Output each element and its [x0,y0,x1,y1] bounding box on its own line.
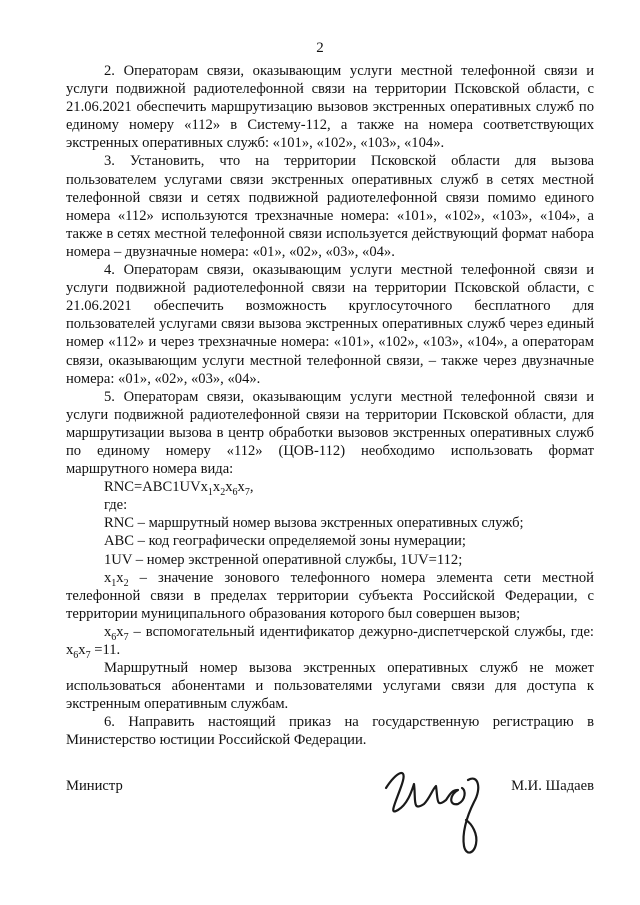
signature-block [66,768,594,868]
paragraph-5: 5. Операторам связи, оказывающим услуги местной телефонной связи и услуги подвижной радиотелефонной связи на территории Псковской области, для маршрутизации вызова в центр обработки вызовов экстренных оперативных служб по единому номеру «112» (ЦОВ-112) необходимо использовать формат маршрутного номера вида: [66,388,594,478]
paragraph-6: 6. Направить настоящий приказ на государственную регистрацию в Министерство юстиции Российской Федерации. [66,714,594,749]
paragraph-4: 4. Операторам связи, оказывающим услуги местной телефонной связи и услуги подвижной радиотелефонной связи на территории Псковской области, с 21.06.2021 обеспечить возможность круглосуточного бесплатного для пользователей услугами связи вызова экстренных оперативных служб через единый номер «112» и через трехзначные номера: «101», «102», «103», «104», а операторам связи, оказывающим услуги местной телефонной связи, – также через двузначные номера: «01», «02», «03», «04». [66,262,594,387]
document-body [66,62,594,750]
definition-abc: ABC – код географически определяемой зоны нумерации; [104,533,466,550]
signatory-title: Министр [66,778,123,794]
definition-rnc: RNC – маршрутный номер вызова экстренных оперативных служб; [104,515,524,532]
routing-number-note: Маршрутный номер вызова экстренных оперативных служб не может использоваться абонентами и пользователями услугами связи для доступа к экстренным оперативным службам. [66,660,594,713]
page-number: 2 [316,40,324,56]
routing-number-formula: $RNC=ABC1UVx_1x_2x_6x_7$, [104,479,254,499]
handwritten-signature [378,754,488,862]
paragraph-3: 3. Установить, что на территории Псковской области для вызова пользователем услугами связи экстренных оперативных служб в сетях местной телефонной связи и сетях подвижной радиотелефонной связи помимо единого номера «112» используются трехзначные номера: «101», «102», «103», «104», а также в сетях местной телефонной связи используется действующий формат набора номера – двузначные номера: «01», «02», «03», «04». [66,153,594,260]
paragraph-2: 2. Операторам связи, оказывающим услуги местной телефонной связи и услуги подвижной радиотелефонной связи на территории Псковской области, с 21.06.2021 обеспечить маршрутизацию вызовов экстренных оперативных служб по единому номеру «112» в Систему-112, а также на номера соответствующих экстренных оперативных служб: «101», «102», «103», «104». [66,63,594,152]
where-label: где: [104,497,128,514]
definition-1uv: 1UV – номер экстренной оперативной службы, 1UV=112; [104,551,463,568]
signatory-name: М.И. Шадаев [511,778,594,794]
definition-x1x2: $x_1x_2$ – значение зонового телефонного номера элемента сети местной телефонной связи в пределах территории субъекта Российской Федерации, с территории муниципального образования которого был совершен вызов; [66,569,594,622]
definition-x6x7: $x_6x_7$ – вспомогательный идентификатор дежурно-диспетчерской службы, где: $x_6x_7 =11$. [66,623,594,661]
